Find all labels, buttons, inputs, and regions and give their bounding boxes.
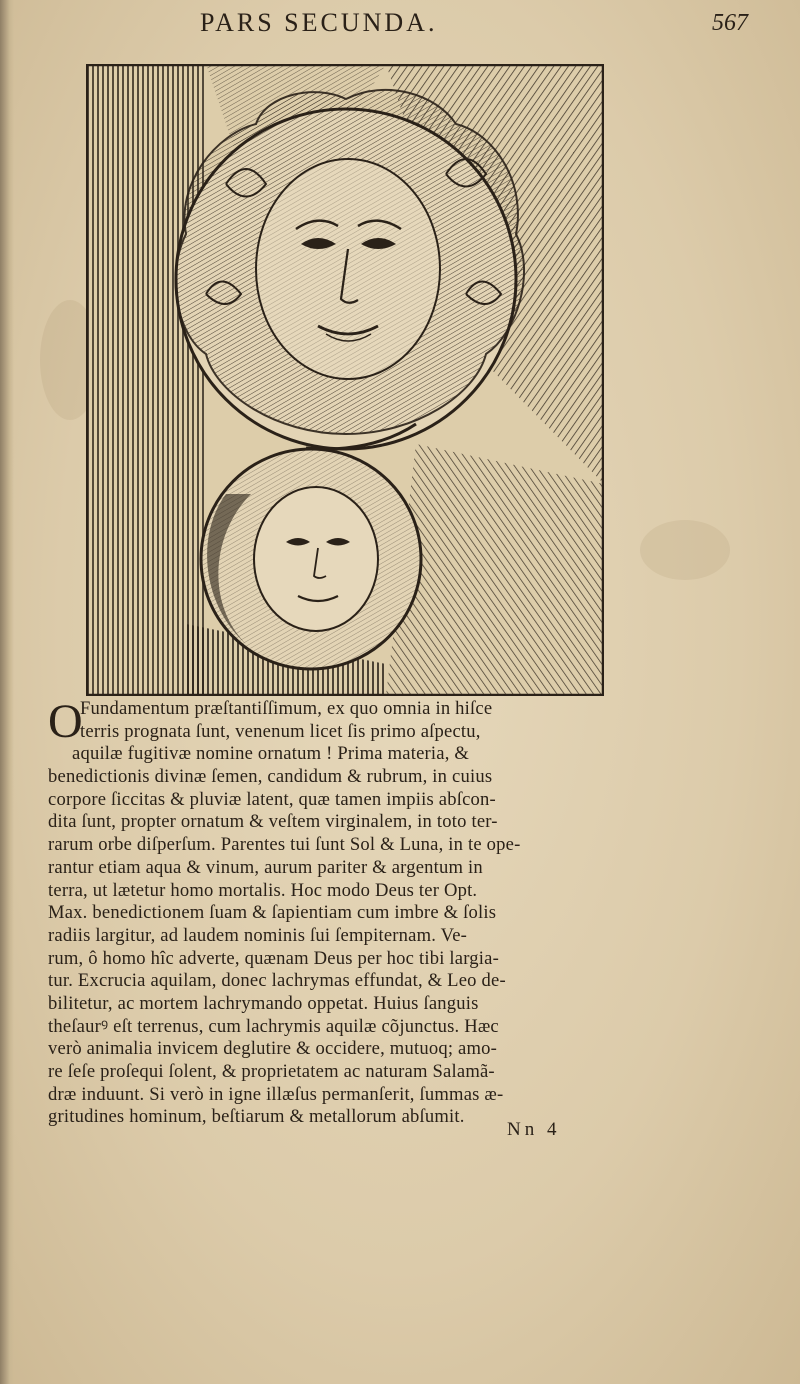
- text-line: Max. benedictionem ſuam & ſapientiam cum imbre & ſolis: [48, 902, 497, 924]
- text-line: rarum orbe diſperſum. Parentes tui ſunt Sol & Luna, in te ope-: [48, 834, 521, 856]
- text-line: tur. Excrucia aquilam, donec lachrymas effundat, & Leo de-: [48, 970, 506, 992]
- text-line: dita ſunt, propter ornatum & veſtem virginalem, in toto ter-: [48, 811, 498, 833]
- text-line: benedictionis divinæ ſemen, candidum & rubrum, in cuius: [48, 766, 493, 788]
- text-line: terra, ut lætetur homo mortalis. Hoc modo Deus ter Opt.: [48, 879, 478, 901]
- running-header: [200, 8, 620, 40]
- text-line: gritudines hominum, beſtiarum & metallorum abſumit.: [48, 1106, 465, 1128]
- moon-face-icon: [201, 449, 421, 669]
- text-line: aquilæ fugitivæ nomine ornatum ! Prima materia, &: [72, 743, 470, 765]
- text-line: Fundamentum præſtantiſſimum, ex quo omnia in hiſce: [80, 698, 493, 719]
- page-number: 567: [712, 10, 748, 36]
- text-line: bilitetur, ac mortem lachrymando oppetat. Huius ſanguis: [48, 992, 479, 1014]
- text-line: rum, ô homo hîc adverte, quænam Deus per hoc tibi largia-: [48, 947, 499, 969]
- sun-face-icon: [176, 90, 524, 449]
- signature-mark: Nn 4: [507, 1119, 561, 1140]
- text-line: rantur etiam aqua & vinum, aurum pariter & argentum in: [48, 856, 483, 878]
- text-line: re ſeſe proſequi ſolent, & proprietatem ac naturam Salamã-: [48, 1061, 495, 1082]
- text-line: theſaurꝰ eſt terrenus, cum lachrymis aquilæ cõjunctus. Hæc: [48, 1015, 499, 1037]
- woodcut-svg: [86, 64, 604, 696]
- body-text: [48, 695, 678, 1129]
- text-line: radiis largitur, ad laudem nominis ſui ſempiternam. Ve-: [48, 924, 468, 946]
- text-line: dræ induunt. Si verò in igne illæſus permanſerit, ſummas æ-: [48, 1083, 504, 1105]
- drop-cap-initial: O: [48, 695, 83, 748]
- text-line: corpore ſiccitas & pluviæ latent, quæ tamen impiis abſcon-: [48, 788, 496, 810]
- text-line: verò animalia invicem deglutire & occidere, mutuoq; amo-: [48, 1038, 498, 1060]
- paper-stain: [640, 520, 730, 580]
- running-header-title: PARS SECUNDA.: [200, 8, 438, 37]
- page-binding-edge: [0, 0, 14, 1384]
- woodcut-illustration: [86, 64, 604, 696]
- text-line: terris prognata ſunt, venenum licet ſis primo aſpectu,: [80, 720, 481, 742]
